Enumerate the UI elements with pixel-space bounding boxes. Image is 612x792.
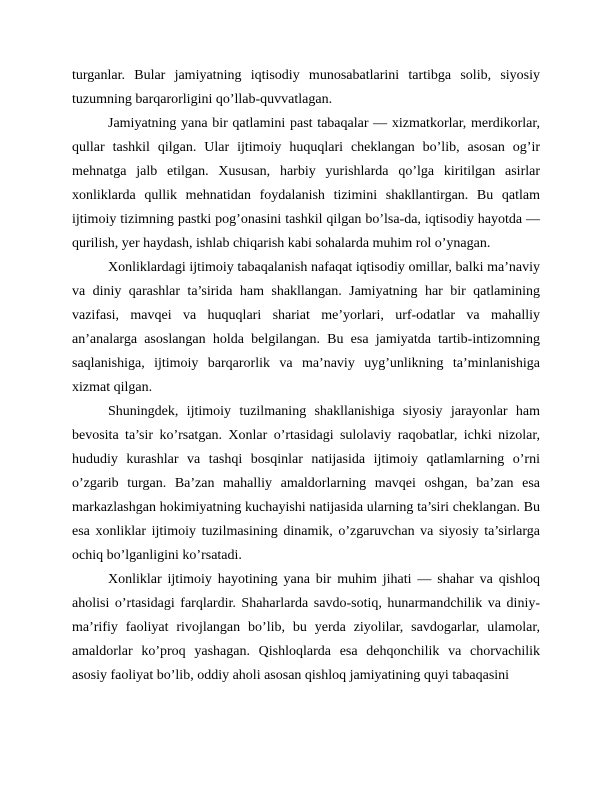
paragraph-lower-classes: Jamiyatning yana bir qatlamini past tabaqalar — xizmatkorlar, merdikorlar, qullar tashkil qilgan. Ular ijtimoiy huquqlari cheklangan bo’lib, asosan og’ir mehnatga jalb etilgan. Xususan, harbiy yurishlarda qo’lga kiritilgan asirlar xonliklarda qullik mehnatidan foydalanish tizimini shakllantirgan. Bu qatlam ijtimoiy tizimning pastki pog’onasini tashkil qilgan bo’lsa-da, iqtisodiy hayotda — qurilish, yer haydash, ishlab chiqarish kabi sohalarda muhim rol o’ynagan. [72, 116, 540, 251]
paragraph-social-stratification: Xonliklardagi ijtimoiy tabaqalanish nafaqat iqtisodiy omillar, balki ma’naviy va diniy qarashlar ta’sirida ham shakllangan. Jamiyatning har bir qatlamining vazifasi, mavqei va huquqlari shariat me’yorlari, urf-odatlar va mahalliy an’analarga asoslangan holda belgilangan. Bu esa jamiyatda tartib-intizomning saqlanishiga, ijtimoiy barqarorlik va ma’naviy uyg’unlikning ta’minlanishiga xizmat qilgan. [72, 260, 540, 395]
paragraph-continuation: turganlar. Bular jamiyatning iqtisodiy munosabatlarini tartibga solib, siyosiy tuzumning barqarorligini qo’llab-quvvatlagan. [72, 68, 540, 107]
paragraph-urban-rural: Xonliklar ijtimoiy hayotining yana bir muhim jihati — shahar va qishloq aholisi o’rtasidagi farqlardir. Shaharlarda savdo-sotiq, hunarmandchilik va diniy-ma’rifiy faoliyat rivojlangan bo’lib, bu yerda ziyolilar, savdogarlar, ulamolar, amaldorlar ko’proq yashagan. Qishloqlarda esa dehqonchilik va chorvachilik asosiy faoliyat bo’lib, oddiy aholi asosan qishloq jamiyatining quyi tabaqasini [72, 572, 540, 683]
paragraph-political-processes: Shuningdek, ijtimoiy tuzilmaning shakllanishiga siyosiy jarayonlar ham bevosita ta’sir ko’rsatgan. Xonlar o’rtasidagi sulolaviy raqobatlar, ichki nizolar, hududiy kurashlar va tashqi bosqinlar natijasida ijtimoiy qatlamlarning o’rni o’zgarib turgan. Ba’zan mahalliy amaldorlarning mavqei oshgan, ba’zan esa markazlashgan hokimiyatning kuchayishi natijasida ularning ta’siri cheklangan. Bu esa xonliklar ijtimoiy tuzilmasining dinamik, o’zgaruvchan va siyosiy ta’sirlarga ochiq bo’lganligini ko’rsatadi. [72, 404, 540, 563]
body-text [72, 64, 540, 688]
